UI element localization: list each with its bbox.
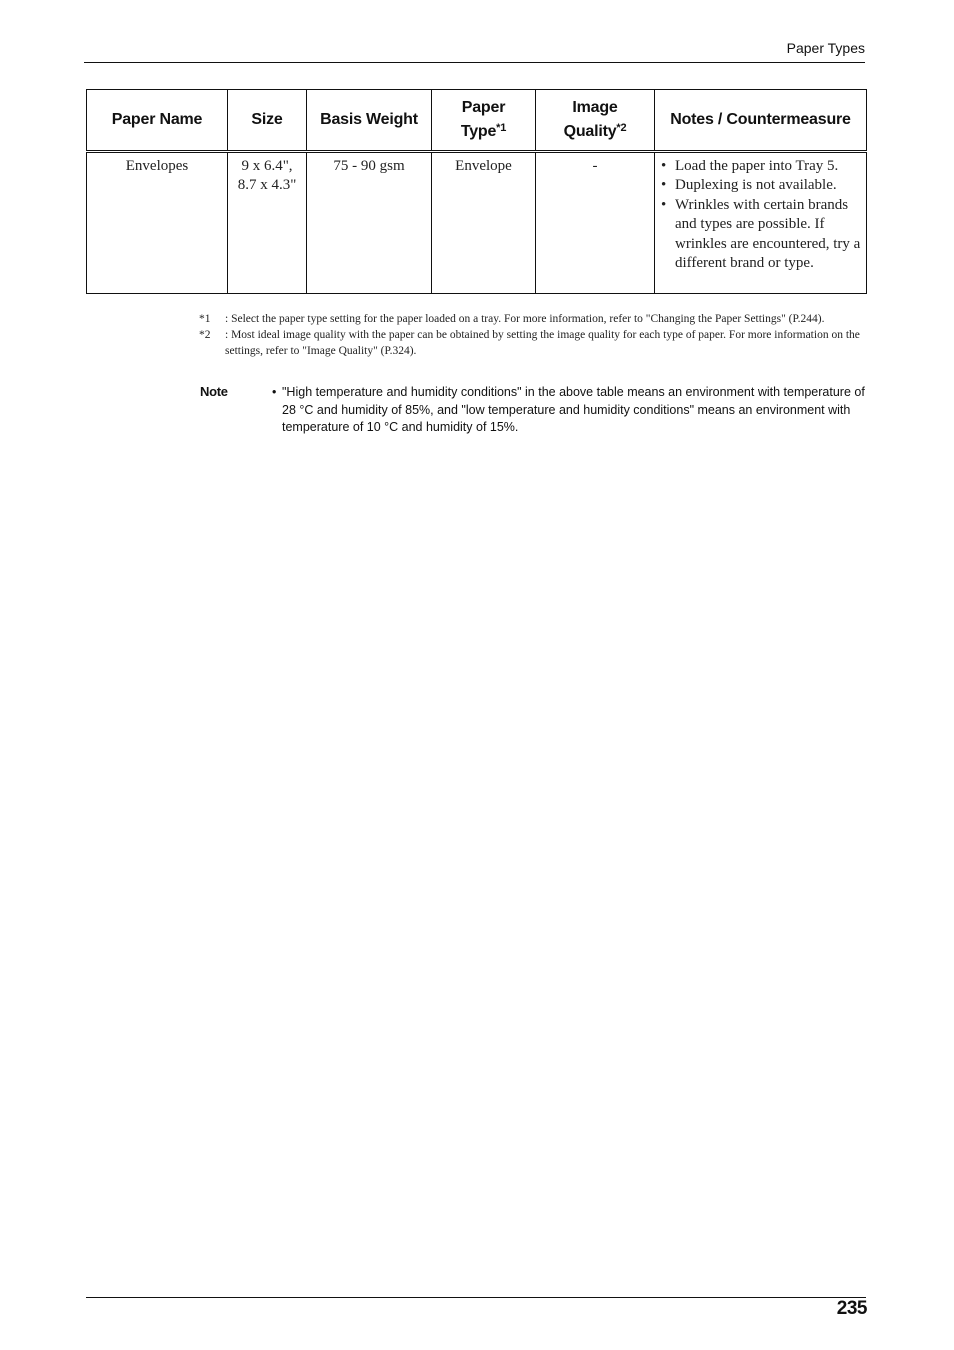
- table-header-row: [87, 90, 867, 152]
- footnote-text: : Most ideal image quality with the paper can be obtained by setting the image quality for each type of paper. For more information on the settings, refer to "Image Quality" (P.324).: [225, 329, 860, 357]
- header-basis-weight: Basis Weight: [307, 90, 432, 152]
- bullet-icon: •: [272, 385, 277, 399]
- footnote-mark: *2: [199, 329, 211, 341]
- running-header-title: Paper Types: [786, 40, 865, 56]
- bullet-icon: •: [661, 196, 667, 213]
- footnote-ref-2: *2: [616, 122, 627, 134]
- list-item: • Duplexing is not available.: [661, 176, 862, 195]
- cell-image-quality: -: [536, 152, 655, 294]
- cell-paper-type: Envelope: [432, 152, 536, 294]
- note-item: [272, 384, 876, 437]
- cell-basis-weight: 75 - 90 gsm: [307, 152, 432, 294]
- header-paper-type: Paper Type$^{*1}$: [432, 90, 536, 152]
- header-divider: [84, 62, 865, 63]
- page-number: 235: [836, 1298, 867, 1319]
- header-notes: Notes / Countermeasure: [655, 90, 867, 152]
- bullet-icon: •: [661, 177, 667, 194]
- footnote-2: [199, 327, 869, 359]
- footnotes: [199, 311, 869, 359]
- header-size: Size: [228, 90, 307, 152]
- footnote-text: : Select the paper type setting for the paper loaded on a tray. For more information, refer to "Changing the Paper Settings" (P.244).: [225, 313, 825, 325]
- footer-divider: [86, 1297, 866, 1298]
- notes-list: [661, 157, 862, 273]
- footnote-1: [199, 311, 869, 327]
- cell-notes: [655, 152, 867, 294]
- table-row: [87, 152, 867, 294]
- footnote-ref-1: *1: [496, 122, 507, 134]
- list-item: • Wrinkles with certain brands and types are possible. If wrinkles are encountered, try a different brand or type.: [661, 196, 861, 272]
- note-text: "High temperature and humidity conditions" in the above table means an environment with temperature of 28 °C and humidity of 85%, and "low temperature and humidity conditions" means an environment with temperature of 10 °C and humidity of 15%.: [282, 385, 865, 434]
- footnote-mark: *1: [199, 313, 211, 325]
- cell-paper-name: Envelopes: [87, 152, 228, 294]
- paper-types-table: [86, 89, 867, 294]
- note-label: Note: [200, 384, 228, 399]
- cell-size: 9 x 6.4", 8.7 x 4.3": [228, 152, 307, 294]
- bullet-icon: •: [661, 158, 667, 174]
- list-item: • Load the paper into Tray 5.: [661, 157, 862, 176]
- header-paper-name: Paper Name: [87, 90, 228, 152]
- header-image-quality: Image Quality$^{*2}$: [536, 90, 655, 152]
